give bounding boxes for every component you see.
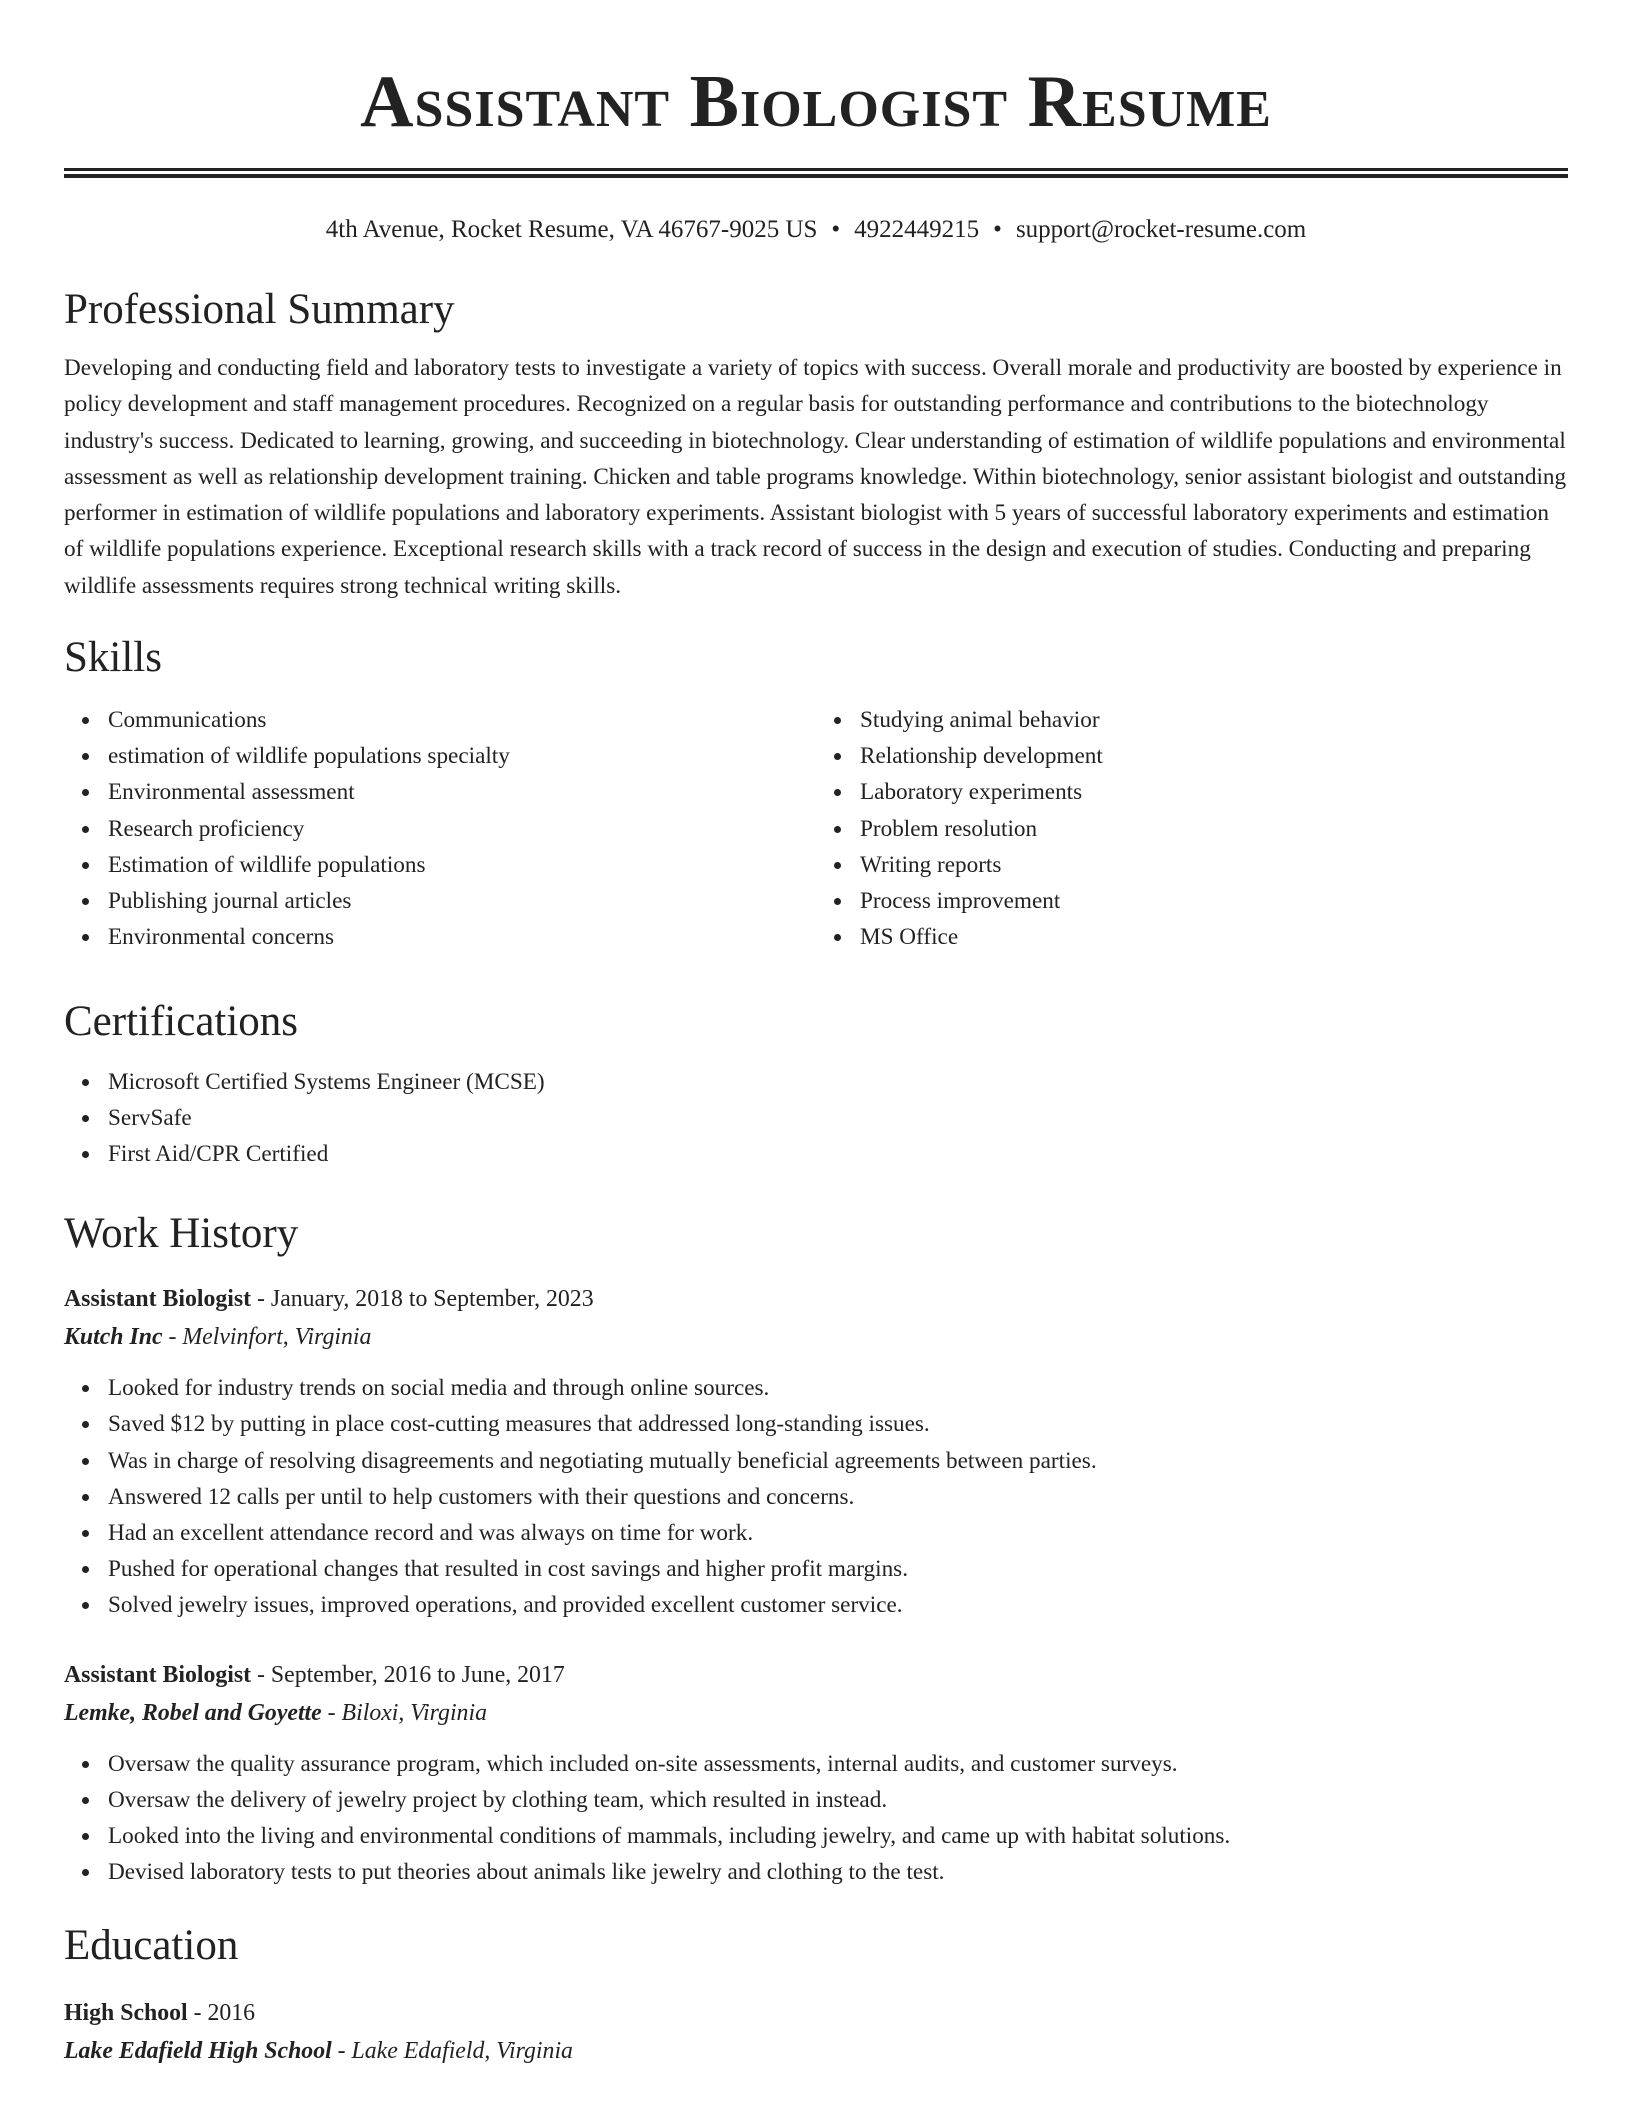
summary-heading: Professional Summary — [64, 286, 455, 333]
skills-list-right — [816, 702, 1568, 955]
degree-name: High School — [64, 2000, 188, 2027]
certification-item: Microsoft Certified Systems Engineer (MCSE) — [108, 1064, 1568, 1100]
contact-phone: 4922449215 — [854, 216, 980, 243]
skill-item: estimation of wildlife populations specialty — [108, 738, 816, 774]
job-duty-item: Saved $12 by putting in place cost-cutting measures that addressed long-standing issues. — [108, 1406, 1568, 1442]
skills-heading: Skills — [64, 634, 162, 682]
skill-item: Estimation of wildlife populations — [108, 847, 816, 883]
employer-name: Lemke, Robel and Goyette — [64, 1699, 322, 1726]
degree-line — [64, 1994, 1568, 2032]
job-duty-item: Was in charge of resolving disagreements and negotiating mutually beneficial agreements between parties. — [108, 1443, 1568, 1479]
skill-item: MS Office — [860, 919, 1568, 955]
job-title-line — [64, 1656, 1568, 1694]
certifications-heading: Certifications — [64, 997, 299, 1045]
job-dates: - January, 2018 to September, 2023 — [251, 1286, 594, 1313]
job-title: Assistant Biologist — [64, 1661, 252, 1688]
skill-item: Laboratory experiments — [860, 774, 1568, 810]
skill-item: Publishing journal articles — [108, 883, 816, 919]
skill-item: Problem resolution — [860, 811, 1568, 847]
certifications-list — [64, 1064, 1568, 1173]
job-duty-item: Solved jewelry issues, improved operations, and provided excellent customer service. — [108, 1587, 1568, 1623]
job-duty-item: Oversaw the quality assurance program, which included on-site assessments, internal audits, and customer surveys. — [108, 1746, 1568, 1782]
certification-item: ServSafe — [108, 1100, 1568, 1136]
skills-list-left — [64, 702, 816, 955]
skill-item: Process improvement — [860, 883, 1568, 919]
job-duties-list — [64, 1746, 1568, 1891]
contact-email: support@rocket-resume.com — [1015, 216, 1307, 243]
job-duty-item: Had an excellent attendance record and was always on time for work. — [108, 1515, 1568, 1551]
school-name: Lake Edafield High School — [64, 2038, 332, 2065]
job-entry — [64, 1656, 1568, 1891]
skill-item: Studying animal behavior — [860, 702, 1568, 738]
skills-columns — [64, 702, 1568, 955]
page-title: Assistant Biologist Resume — [360, 61, 1272, 143]
job-title-line — [64, 1280, 1568, 1318]
job-duty-item: Oversaw the delivery of jewelry project by clothing team, which resulted in instead. — [108, 1782, 1568, 1818]
skill-item: Environmental concerns — [108, 919, 816, 955]
job-duty-item: Answered 12 calls per until to help customers with their questions and concerns. — [108, 1479, 1568, 1515]
job-duties-list — [64, 1370, 1568, 1623]
summary-text: Developing and conducting field and laboratory tests to investigate a variety of topics with success. Overall morale and productivity are boosted by experience in policy development and staff management procedures. Recognized on a regular basis for outstanding performance and contributions to the biotechnology industry's success. Dedicated to learning, growing, and succeeding in biotechnology. Clear understanding of estimation of wildlife populations and environmental assessment as well as relationship development training. Chicken and table programs knowledge. Within biotechnology, senior assistant biologist and outstanding performer in estimation of wildlife populations and laboratory experiments. Assistant biologist with 5 years of successful laboratory experiments and estimation of wildlife populations experience. Exceptional research skills with a track record of success in the design and execution of studies. Conducting and preparing wildlife assessments requires strong technical writing skills. — [64, 355, 1567, 599]
employer-line — [64, 1318, 1568, 1356]
skill-item: Writing reports — [860, 847, 1568, 883]
job-title: Assistant Biologist — [64, 1286, 252, 1313]
contact-separator: • — [831, 216, 841, 243]
employer-line — [64, 1694, 1568, 1732]
skill-item: Communications — [108, 702, 816, 738]
school-location: - Lake Edafield, Virginia — [331, 2038, 573, 2065]
certification-item: First Aid/CPR Certified — [108, 1136, 1568, 1172]
graduation-year: - 2016 — [187, 2000, 256, 2027]
contact-separator: • — [993, 216, 1002, 243]
job-dates: - September, 2016 to June, 2017 — [251, 1661, 565, 1688]
education-entry — [64, 1994, 1568, 2070]
job-duty-item: Pushed for operational changes that resulted in cost savings and higher profit margins. — [108, 1551, 1568, 1587]
work-history-heading: Work History — [64, 1210, 299, 1258]
skill-item: Relationship development — [860, 738, 1568, 774]
education-heading: Education — [64, 1922, 239, 1970]
contact-address: 4th Avenue, Rocket Resume, VA 46767-9025 US — [325, 216, 818, 243]
skill-item: Research proficiency — [108, 811, 816, 847]
school-line — [64, 2032, 1568, 2070]
contact-info — [64, 214, 1568, 246]
job-duty-item: Devised laboratory tests to put theories about animals like jewelry and clothing to the test. — [108, 1854, 1568, 1890]
skill-item: Environmental assessment — [108, 774, 816, 810]
job-entry — [64, 1280, 1568, 1623]
job-duty-item: Looked for industry trends on social media and through online sources. — [108, 1370, 1568, 1406]
employer-location: - Melvinfort, Virginia — [162, 1324, 372, 1351]
job-duty-item: Looked into the living and environmental conditions of mammals, including jewelry, and came up with habitat solutions. — [108, 1818, 1568, 1854]
employer-location: - Biloxi, Virginia — [321, 1699, 487, 1726]
title-divider — [64, 168, 1568, 178]
employer-name: Kutch Inc — [64, 1324, 163, 1351]
